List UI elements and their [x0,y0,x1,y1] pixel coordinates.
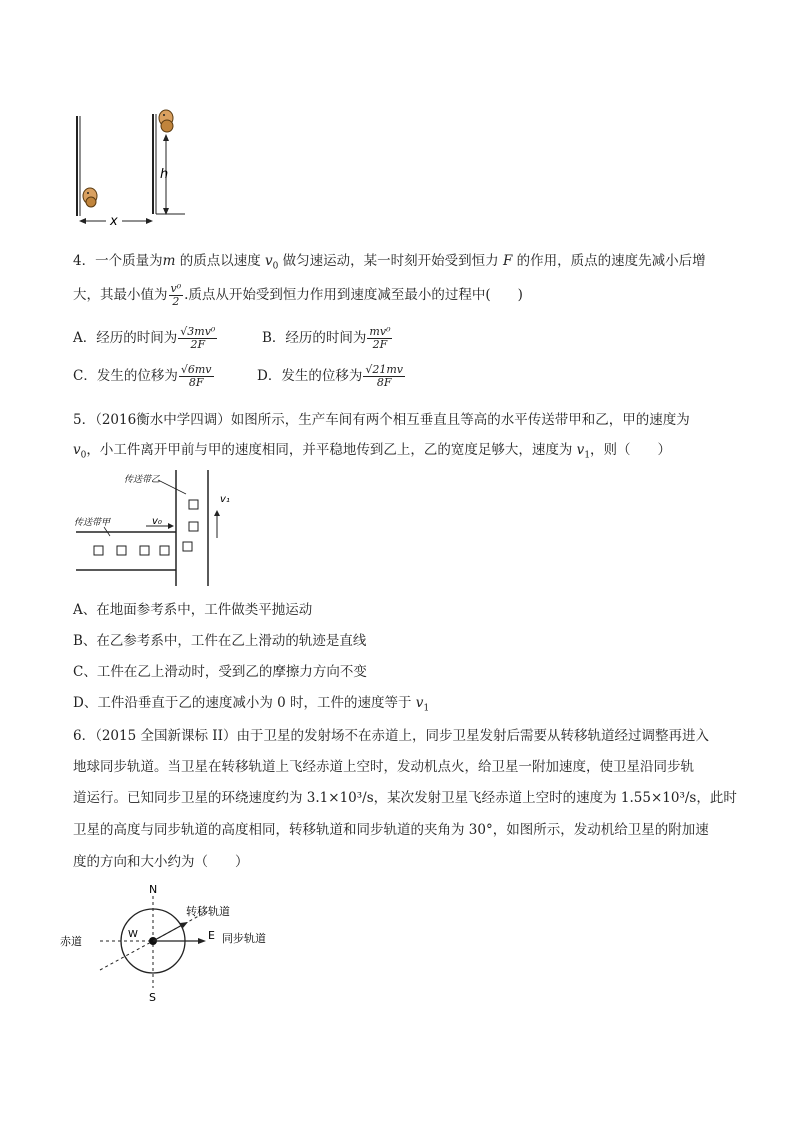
q6-line4: 卫星的高度与同步轨道的高度相同，转移轨道和同步轨道的夹角为 30°，如图所示，发动机给卫星的附加速 [73,822,709,838]
equator-label: 赤道 [60,935,82,948]
q4-option-a[interactable]: A．经历的时间为 $\frac{\text{√3mv⁰}}{2F}$ [73,325,216,351]
q6-line1: 6．（2015 全国新课标 II）由于卫星的发射场不在赤道上，同步卫星发射后需要从转移轨道经过调整再进入 [73,728,709,744]
q5-option-d[interactable]: D、工件沿垂直于乙的速度减小为 0 时，工件的速度等于 $v_1$ [73,695,430,714]
monkey-pole-figure [60,108,200,233]
transfer-orbit-label: 转移轨道 [186,905,230,918]
h-label: h [160,167,169,182]
belt-a-label: 传送带甲 [74,518,111,528]
q5-line2: $v_0$，小工件离开甲前与甲的速度相同，并平稳地传到乙上，乙的宽度足够大，速度为 $v_1$，则（ ） [73,442,672,461]
q4-option-d[interactable]: D．发生的位移为 $\frac{√21mv}{8F}$ [257,363,403,389]
satellite-orbit-figure [60,880,290,1005]
south-label: S [149,991,156,1004]
q4-line1: 4．一个质量为m 的质点以速度 $v_0$ 做匀速运动，某一时刻开始受到恒力 F 的作用，质点的速度先减小后增 [73,253,706,272]
west-label: W [128,929,138,940]
q5-option-c[interactable]: C、工件在乙上滑动时，受到乙的摩擦力方向不变 [73,664,367,680]
q4-option-c[interactable]: C．发生的位移为 $\frac{√6mv}{8F}$ [73,363,212,389]
v0-label: v₀ [152,516,162,527]
q5-option-b[interactable]: B、在乙参考系中，工件在乙上滑动的轨迹是直线 [73,633,367,649]
sync-orbit-label: 同步轨道 [222,932,266,945]
belt-b-label: 传送带乙 [124,475,161,485]
q4-line2: 大，其最小值为 $\frac{\text{v⁰}}{2}$ .质点从开始受到恒力作用到速度减至最小的过程中( ) [73,282,523,308]
monkey-bottom [83,188,97,207]
q6-line5: 度的方向和大小约为（ ） [73,854,249,870]
conveyor-figure [70,466,250,591]
north-label: N [149,883,158,896]
monkey-top [159,110,173,132]
v1-label: v₁ [220,494,230,505]
q4-option-b[interactable]: B．经历的时间为 $\frac{\text{mv⁰}}{2F}$ [262,325,391,351]
q5-line1: 5．（2016衡水中学四调）如图所示，生产车间有两个相互垂直且等高的水平传送带甲和乙，甲的速度为 [73,412,690,428]
q5-option-a[interactable]: A、在地面参考系中，工件做类平抛运动 [73,602,313,618]
min-speed-fraction: $\frac{\text{v⁰}}{2}$ [170,282,182,308]
q6-line3: 道运行。已知同步卫星的环绕速度约为 3.1×10³/s，某次发射卫星飞经赤道上空时的速度为 1.55×10³/s，此时 [73,790,737,806]
east-label: E [208,929,215,942]
x-label: x [110,214,118,229]
q6-line2: 地球同步轨道。当卫星在转移轨道上飞经赤道上空时，发动机点火，给卫星一附加速度，使卫星沿同步轨 [73,759,694,775]
